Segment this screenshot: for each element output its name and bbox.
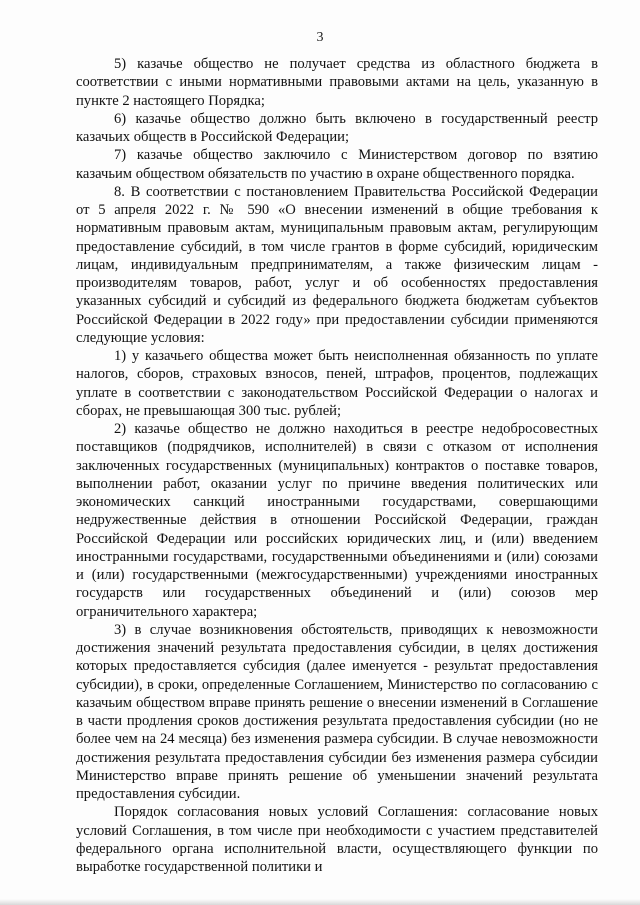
page-bottom-edge [0,899,640,905]
paragraph-condition-1: 1) у казачьего общества может быть неисполненная обязанность по уплате налогов, сборов, страховых взносов, пеней, штрафов, процентов, подлежащих уплате в соответствии с законодательством Российской Федерации о налогах и сборах, не превышающая 300 тыс. рублей; [76,348,598,419]
paragraph-item-6: 6) казачье общество должно быть включено в государственный реестр казачьих обществ в Российской Федерации; [76,110,598,145]
paragraph-item-5: 5) казачье общество не получает средства из областного бюджета в соответствии с иными нормативными правовыми актами на цель, указанную в пункте 2 настоящего Порядка; [76,56,598,109]
paragraph-condition-2: 2) казачье общество не должно находиться в реестре недобросовестных поставщиков (подрядчиков, исполнителей) в связи с отказом от исполнения заключенных государственных (муниципальных) контрактов о поставке товаров, выполнении работ, оказании услуг по причине введения политических или экономических санкций иностранными государствами, совершающими недружественные действия в отношении Российской Федерации, граждан Российской Федерации или российских юридических лиц, и (или) введением иностранными государствами, государственными объединениями и (или) союзами и (или) государственными (межгосударственными) учреждениями иностранных государств или государственных объединений и (или) союзов мер ограничительного характера; [76,421,598,620]
page-number: 3 [316,30,324,45]
document-body [76,55,598,876]
paragraph-agreement-procedure: Порядок согласования новых условий Соглашения: согласование новых условий Соглашения, в том числе при необходимости с участием представителей федерального органа исполнительной власти, осуществляющего функции по выработке государственной политики и [76,804,598,875]
paragraph-item-7: 7) казачье общество заключило с Министерством договор по взятию казачьим обществом обязательств по участию в охране общественного порядка. [76,147,598,182]
paragraph-condition-3: 3) в случае возникновения обстоятельств, приводящих к невозможности достижения значений результата предоставления субсидии, в целях достижения которых предоставляется субсидия (далее именуется - результат предоставления субсидии), в сроки, определенные Соглашением, Министерство по согласованию с казачьим обществом вправе принять решение о внесении изменений в Соглашение в части продления сроков достижения результата предоставления субсидии (но не более чем на 24 месяца) без изменения размера субсидии. В случае невозможности достижения результата предоставления субсидии без изменения размера субсидии Министерство вправе принять решение об уменьшении значений результата предоставления субсидии. [76,621,598,802]
paragraph-clause-8: 8. В соответствии с постановлением Правительства Российской Федерации от 5 апреля 2022 г. № 590 «О внесении изменений в общие требования к нормативным правовым актам, муниципальным правовым актам, регулирующим предоставление субсидий, в том числе грантов в форме субсидий, юридическим лицам, индивидуальным предпринимателям, а также физическим лицам - производителям товаров, работ, услуг и об особенностях предоставления указанных субсидий и субсидий из федерального бюджета бюджетам субъектов Российской Федерации в 2022 году» при предоставлении субсидии применяются следующие условия: [76,183,598,346]
